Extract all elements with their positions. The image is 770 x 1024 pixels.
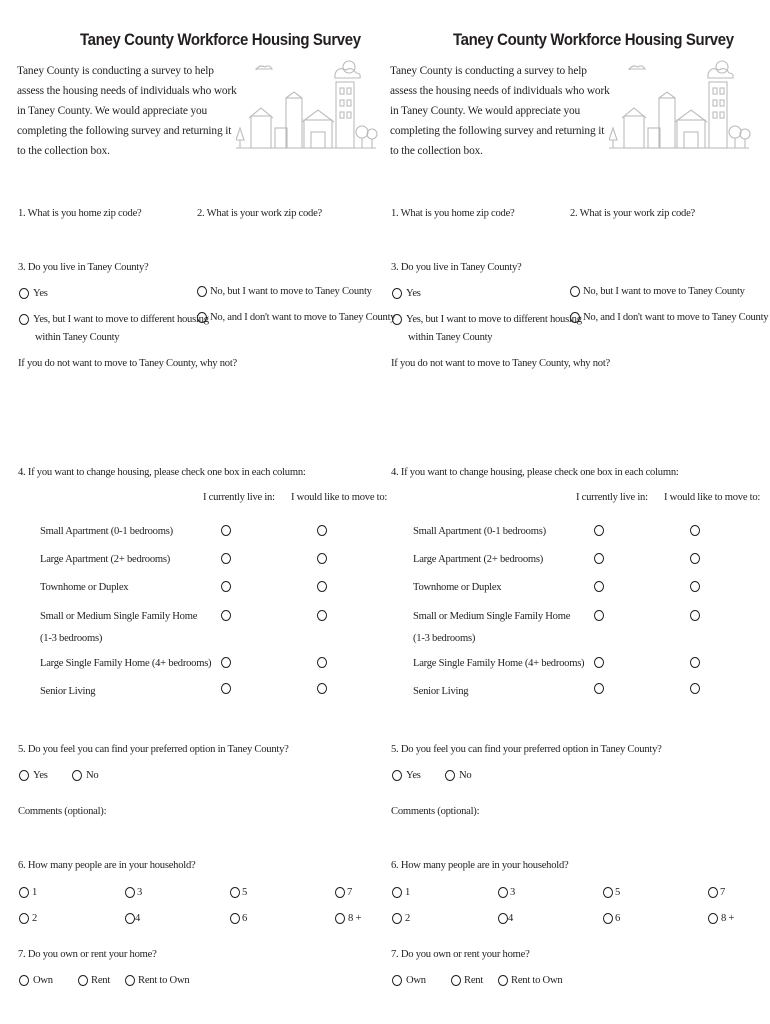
q3-followup-label: If you do not want to move to Taney County, why not? bbox=[18, 358, 237, 369]
survey-title: Taney County Workforce Housing Survey bbox=[453, 30, 734, 49]
q7-own-radio[interactable] bbox=[392, 975, 402, 986]
q3-yes-move-radio[interactable] bbox=[392, 314, 402, 325]
q5-no-radio[interactable] bbox=[445, 770, 455, 781]
q6-2-label: 2 bbox=[405, 913, 411, 924]
q5-label: 5. Do you feel you can find your preferred option in Taney County? bbox=[391, 744, 662, 755]
q6-6-label: 6 bbox=[242, 913, 248, 924]
q6-5-radio[interactable] bbox=[603, 887, 613, 898]
q6-4-label: 4 bbox=[135, 913, 141, 924]
q3-label: 3. Do you live in Taney County? bbox=[18, 262, 149, 273]
q4-row-townhome: Townhome or Duplex bbox=[413, 582, 502, 593]
q6-3-radio[interactable] bbox=[125, 887, 135, 898]
q4-desired-large-apartment-radio[interactable] bbox=[690, 553, 700, 564]
q4-label: 4. If you want to change housing, please check one box in each column: bbox=[18, 467, 306, 478]
comments-label: Comments (optional): bbox=[18, 806, 107, 817]
q4-desired-single-family-radio[interactable] bbox=[690, 610, 700, 621]
q7-rent-label: Rent bbox=[464, 975, 484, 986]
q7-rent-to-own-label: Rent to Own bbox=[511, 975, 563, 986]
q4-row-large-single-family: Large Single Family Home (4+ bedrooms) bbox=[40, 658, 212, 669]
q6-3-radio[interactable] bbox=[498, 887, 508, 898]
q3-no-dont-radio[interactable] bbox=[570, 312, 580, 323]
q4-row-single-family: Small or Medium Single Family Home bbox=[40, 611, 198, 622]
q4-current-large-apartment-radio[interactable] bbox=[221, 553, 231, 564]
q4-col-current: I currently live in: bbox=[576, 492, 648, 503]
q5-yes-radio[interactable] bbox=[392, 770, 402, 781]
q3-no-dont-label: No, and I don't want to move to Taney County bbox=[210, 312, 396, 323]
q7-rent-to-own-radio[interactable] bbox=[498, 975, 508, 986]
q3-yes-move-radio[interactable] bbox=[19, 314, 29, 325]
q3-followup-label: If you do not want to move to Taney County, why not? bbox=[391, 358, 610, 369]
q6-1-radio[interactable] bbox=[19, 887, 29, 898]
q6-6-label: 6 bbox=[615, 913, 621, 924]
q3-yes-radio[interactable] bbox=[19, 288, 29, 299]
q6-4-radio[interactable] bbox=[125, 913, 135, 924]
q6-8-plus-label: 8 + bbox=[721, 913, 735, 924]
q4-desired-townhome-radio[interactable] bbox=[317, 581, 327, 592]
q7-own-radio[interactable] bbox=[19, 975, 29, 986]
q3-label: 3. Do you live in Taney County? bbox=[391, 262, 522, 273]
q3-no-want-radio[interactable] bbox=[570, 286, 580, 297]
q4-desired-single-family-radio[interactable] bbox=[317, 610, 327, 621]
q3-yes-label: Yes bbox=[406, 288, 421, 299]
q3-no-want-radio[interactable] bbox=[197, 286, 207, 297]
q3-yes-move-label: Yes, but I want to move to different housing bbox=[406, 314, 582, 325]
q4-col-desired: I would like to move to: bbox=[664, 492, 761, 503]
q4-desired-large-single-family-radio[interactable] bbox=[317, 657, 327, 668]
q4-row-townhome: Townhome or Duplex bbox=[40, 582, 129, 593]
survey-form-right bbox=[383, 0, 769, 1024]
q3-yes-move-label-line2: within Taney County bbox=[35, 332, 120, 343]
q6-8-plus-radio[interactable] bbox=[335, 913, 345, 924]
q4-col-desired: I would like to move to: bbox=[291, 492, 388, 503]
q7-rent-to-own-radio[interactable] bbox=[125, 975, 135, 986]
q4-row-small-apartment: Small Apartment (0-1 bedrooms) bbox=[40, 526, 173, 537]
survey-intro: Taney County is conducting a survey to help assess the housing needs of individuals who work in Taney County. We would appreciate you completing the following survey and returning it to the collection box. bbox=[390, 65, 610, 157]
q6-label: 6. How many people are in your household? bbox=[18, 860, 196, 871]
q2-label: 2. What is your work zip code? bbox=[570, 208, 695, 219]
q4-desired-senior-living-radio[interactable] bbox=[317, 683, 327, 694]
q4-desired-townhome-radio[interactable] bbox=[690, 581, 700, 592]
q4-current-large-single-family-radio[interactable] bbox=[594, 657, 604, 668]
q5-yes-label: Yes bbox=[33, 770, 48, 781]
q4-row-single-family-line2: (1-3 bedrooms) bbox=[413, 633, 476, 644]
q3-yes-move-label: Yes, but I want to move to different housing bbox=[33, 314, 209, 325]
q4-row-small-apartment: Small Apartment (0-1 bedrooms) bbox=[413, 526, 546, 537]
q4-current-large-single-family-radio[interactable] bbox=[221, 657, 231, 668]
q5-no-label: No bbox=[459, 770, 472, 781]
q4-desired-senior-living-radio[interactable] bbox=[690, 683, 700, 694]
q7-label: 7. Do you own or rent your home? bbox=[391, 949, 530, 960]
q4-col-current: I currently live in: bbox=[203, 492, 275, 503]
q4-desired-large-apartment-radio[interactable] bbox=[317, 553, 327, 564]
q6-2-label: 2 bbox=[32, 913, 38, 924]
q3-yes-label: Yes bbox=[33, 288, 48, 299]
q6-2-radio[interactable] bbox=[392, 913, 402, 924]
q6-1-label: 1 bbox=[32, 887, 38, 898]
q7-label: 7. Do you own or rent your home? bbox=[18, 949, 157, 960]
q6-1-radio[interactable] bbox=[392, 887, 402, 898]
q3-no-dont-label: No, and I don't want to move to Taney County bbox=[583, 312, 769, 323]
q5-no-label: No bbox=[86, 770, 99, 781]
q5-yes-label: Yes bbox=[406, 770, 421, 781]
q4-row-large-single-family: Large Single Family Home (4+ bedrooms) bbox=[413, 658, 585, 669]
q3-no-want-label: No, but I want to move to Taney County bbox=[210, 286, 372, 297]
q4-current-large-apartment-radio[interactable] bbox=[594, 553, 604, 564]
q6-1-label: 1 bbox=[405, 887, 411, 898]
q7-rent-to-own-label: Rent to Own bbox=[138, 975, 190, 986]
q6-5-label: 5 bbox=[242, 887, 248, 898]
q6-7-label: 7 bbox=[347, 887, 353, 898]
q6-6-radio[interactable] bbox=[603, 913, 613, 924]
q4-row-large-apartment: Large Apartment (2+ bedrooms) bbox=[40, 554, 171, 565]
q4-row-single-family: Small or Medium Single Family Home bbox=[413, 611, 571, 622]
q4-row-senior-living: Senior Living bbox=[413, 686, 469, 697]
houses-illustration bbox=[236, 56, 378, 156]
q6-3-label: 3 bbox=[137, 887, 143, 898]
q7-rent-radio[interactable] bbox=[78, 975, 88, 986]
q2-label: 2. What is your work zip code? bbox=[197, 208, 322, 219]
q3-yes-radio[interactable] bbox=[392, 288, 402, 299]
q3-no-dont-radio[interactable] bbox=[197, 312, 207, 323]
q7-own-label: Own bbox=[33, 975, 53, 986]
q4-current-townhome-radio[interactable] bbox=[594, 581, 604, 592]
q6-7-radio[interactable] bbox=[335, 887, 345, 898]
q6-5-radio[interactable] bbox=[230, 887, 240, 898]
q6-7-label: 7 bbox=[720, 887, 726, 898]
survey-intro: Taney County is conducting a survey to help assess the housing needs of individuals who work in Taney County. We would appreciate you completing the following survey and returning it to the collection box. bbox=[17, 65, 237, 157]
q4-current-single-family-radio[interactable] bbox=[594, 610, 604, 621]
q7-own-label: Own bbox=[406, 975, 426, 986]
q1-label: 1. What is you home zip code? bbox=[18, 208, 142, 219]
q4-current-small-apartment-radio[interactable] bbox=[594, 525, 604, 536]
q6-8-plus-radio[interactable] bbox=[708, 913, 718, 924]
q4-current-small-apartment-radio[interactable] bbox=[221, 525, 231, 536]
survey-title: Taney County Workforce Housing Survey bbox=[80, 30, 361, 49]
q3-yes-move-label-line2: within Taney County bbox=[408, 332, 493, 343]
q5-label: 5. Do you feel you can find your preferred option in Taney County? bbox=[18, 744, 289, 755]
q6-7-radio[interactable] bbox=[708, 887, 718, 898]
q4-current-senior-living-radio[interactable] bbox=[594, 683, 604, 694]
q4-row-single-family-line2: (1-3 bedrooms) bbox=[40, 633, 103, 644]
survey-form-left bbox=[10, 0, 396, 1024]
q4-label: 4. If you want to change housing, please check one box in each column: bbox=[391, 467, 679, 478]
q4-desired-large-single-family-radio[interactable] bbox=[690, 657, 700, 668]
houses-illustration bbox=[609, 56, 751, 156]
q6-6-radio[interactable] bbox=[230, 913, 240, 924]
q6-2-radio[interactable] bbox=[19, 913, 29, 924]
q6-3-label: 3 bbox=[510, 887, 516, 898]
q3-no-want-label: No, but I want to move to Taney County bbox=[583, 286, 745, 297]
q4-current-senior-living-radio[interactable] bbox=[221, 683, 231, 694]
q7-rent-label: Rent bbox=[91, 975, 111, 986]
q7-rent-radio[interactable] bbox=[451, 975, 461, 986]
q4-row-senior-living: Senior Living bbox=[40, 686, 96, 697]
q5-no-radio[interactable] bbox=[72, 770, 82, 781]
q1-label: 1. What is you home zip code? bbox=[391, 208, 515, 219]
q4-current-single-family-radio[interactable] bbox=[221, 610, 231, 621]
q6-8-plus-label: 8 + bbox=[348, 913, 362, 924]
comments-label: Comments (optional): bbox=[391, 806, 480, 817]
q6-4-label: 4 bbox=[508, 913, 514, 924]
q6-4-radio[interactable] bbox=[498, 913, 508, 924]
q4-row-large-apartment: Large Apartment (2+ bedrooms) bbox=[413, 554, 544, 565]
q4-desired-small-apartment-radio[interactable] bbox=[317, 525, 327, 536]
q6-label: 6. How many people are in your household? bbox=[391, 860, 569, 871]
q4-desired-small-apartment-radio[interactable] bbox=[690, 525, 700, 536]
q5-yes-radio[interactable] bbox=[19, 770, 29, 781]
q6-5-label: 5 bbox=[615, 887, 621, 898]
q4-current-townhome-radio[interactable] bbox=[221, 581, 231, 592]
